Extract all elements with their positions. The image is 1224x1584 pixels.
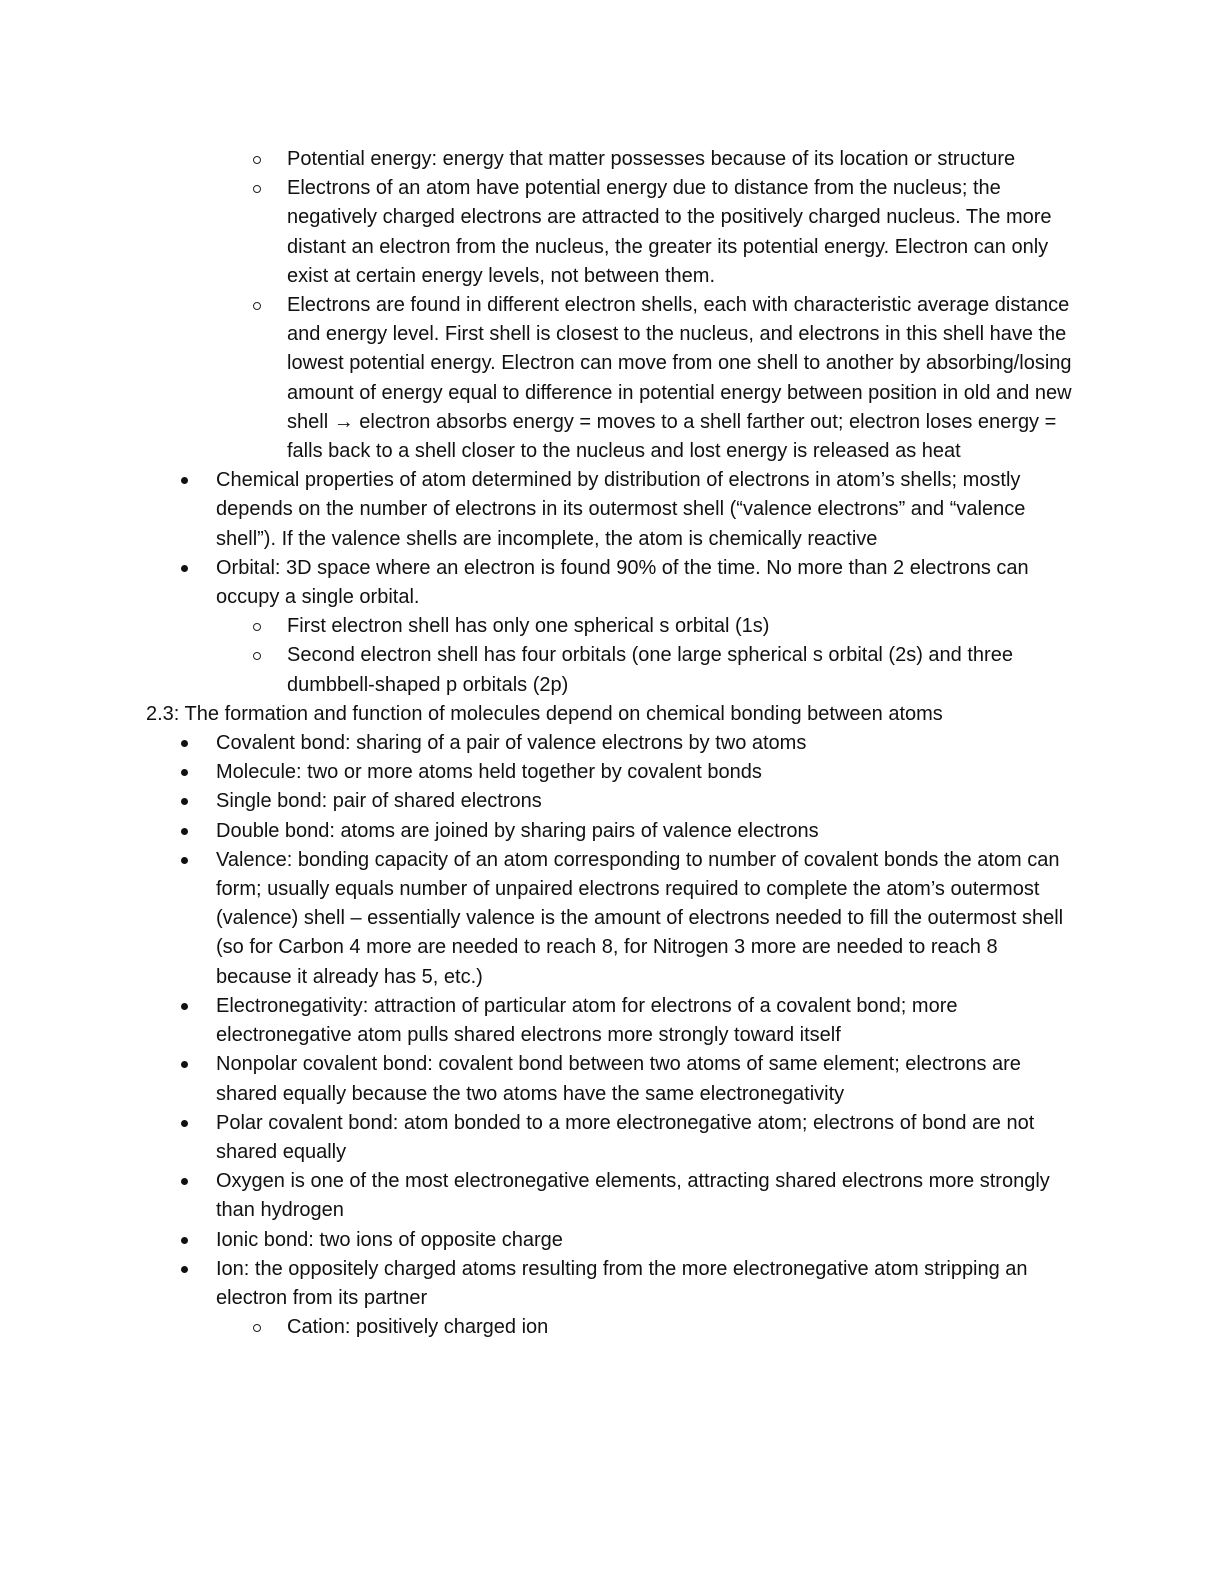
item-text: Valence: bonding capacity of an atom corresponding to number of covalent bonds the atom can form; usually equals number of unpaired electrons required to complete the atom’s outermost (valence) shell – essentially valence is the amount of electrons needed to fill the outermost shell (so for Carbon 4 more are needed to reach 8, for Nitrogen 3 more are needed to reach 8 because it already has 5, etc.) xyxy=(216,848,1064,988)
item-text: Electronegativity: attraction of particular atom for electrons of a covalent bond; more electronegative atom pulls shared electrons more strongly toward itself xyxy=(216,994,958,1047)
bullet-item xyxy=(146,729,1076,758)
item-text: Nonpolar covalent bond: covalent bond between two atoms of same element; electrons are shared equally because the two atoms have the same electronegativity xyxy=(216,1053,1021,1105)
item-text: Ion: the oppositely charged atoms resulting from the more electronegative atom stripping an electron from its partner xyxy=(216,1257,1028,1309)
item-text: First electron shell has only one spherical s orbital (1s) xyxy=(287,615,770,638)
item-text: Double bond: atoms are joined by sharing pairs of valence electrons xyxy=(216,819,819,842)
section-heading xyxy=(146,700,1076,729)
item-text: Electrons of an atom have potential energy due to distance from the nucleus; the negatively charged electrons are attracted to the positively charged nucleus. The more distant an electron from the nucleus, the greater its potential energy. Electron can only exist at certain energy levels, not between them. xyxy=(287,177,1052,287)
item-text: Potential energy: energy that matter possesses because of its location or structure xyxy=(287,148,1016,170)
sub-bullet-item xyxy=(146,291,1076,466)
item-text: Single bond: pair of shared electrons xyxy=(216,790,542,813)
bullet-item xyxy=(146,992,1076,1050)
item-text: Oxygen is one of the most electronegative elements, attracting shared electrons more strongly than hydrogen xyxy=(216,1170,1050,1222)
bullet-item xyxy=(146,787,1076,816)
sub-bullet-item xyxy=(146,1313,1076,1342)
sub-bullet-item xyxy=(146,641,1076,699)
heading-text: 2.3: The formation and function of molecules depend on chemical bonding between atoms xyxy=(146,702,943,725)
bullet-item xyxy=(146,817,1076,846)
bullet-item xyxy=(146,1109,1076,1167)
bullet-item xyxy=(146,1255,1076,1313)
bullet-item xyxy=(146,1226,1076,1255)
item-text: Second electron shell has four orbitals (one large spherical s orbital (2s) and three dumbbell-shaped p orbitals (2p) xyxy=(287,644,1013,696)
sub-bullet-item xyxy=(146,145,1076,174)
item-text: Covalent bond: sharing of a pair of valence electrons by two atoms xyxy=(216,732,807,755)
bullet-item xyxy=(146,758,1076,787)
item-text: Cation: positively charged ion xyxy=(287,1316,549,1339)
item-text: Chemical properties of atom determined by distribution of electrons in atom’s shells; mostly depends on the number of electrons in its outermost shell (“valence electrons” and “valence shell”). If the valence shells are incomplete, the atom is chemically reactive xyxy=(216,469,1026,550)
notes-content xyxy=(146,145,1076,1342)
sub-bullet-item xyxy=(146,612,1076,641)
bullet-item xyxy=(146,466,1076,554)
item-text: Molecule: two or more atoms held together by covalent bonds xyxy=(216,761,762,784)
bullet-item xyxy=(146,1050,1076,1108)
bullet-item xyxy=(146,1167,1076,1225)
bullet-item xyxy=(146,554,1076,612)
bullet-item xyxy=(146,846,1076,992)
item-text: Polar covalent bond: atom bonded to a more electronegative atom; electrons of bond are not shared equally xyxy=(216,1111,1035,1163)
sub-bullet-item xyxy=(146,174,1076,291)
item-text: Electrons are found in different electron shells, each with characteristic average distance and energy level. First shell is closest to the nucleus, and electrons in this shell have the lowest potential energy. Electron can move from one shell to another by absorbing/losing amount of energy equal to difference in potential energy between position in old and new shell → electron absorbs energy = moves to a shell farther out; electron loses energy = falls back to a shell closer to the nucleus and lost energy is released as heat xyxy=(287,294,1072,463)
item-text: Orbital: 3D space where an electron is found 90% of the time. No more than 2 electrons can occupy a single orbital. xyxy=(216,556,1029,609)
item-text: Ionic bond: two ions of opposite charge xyxy=(216,1228,563,1251)
